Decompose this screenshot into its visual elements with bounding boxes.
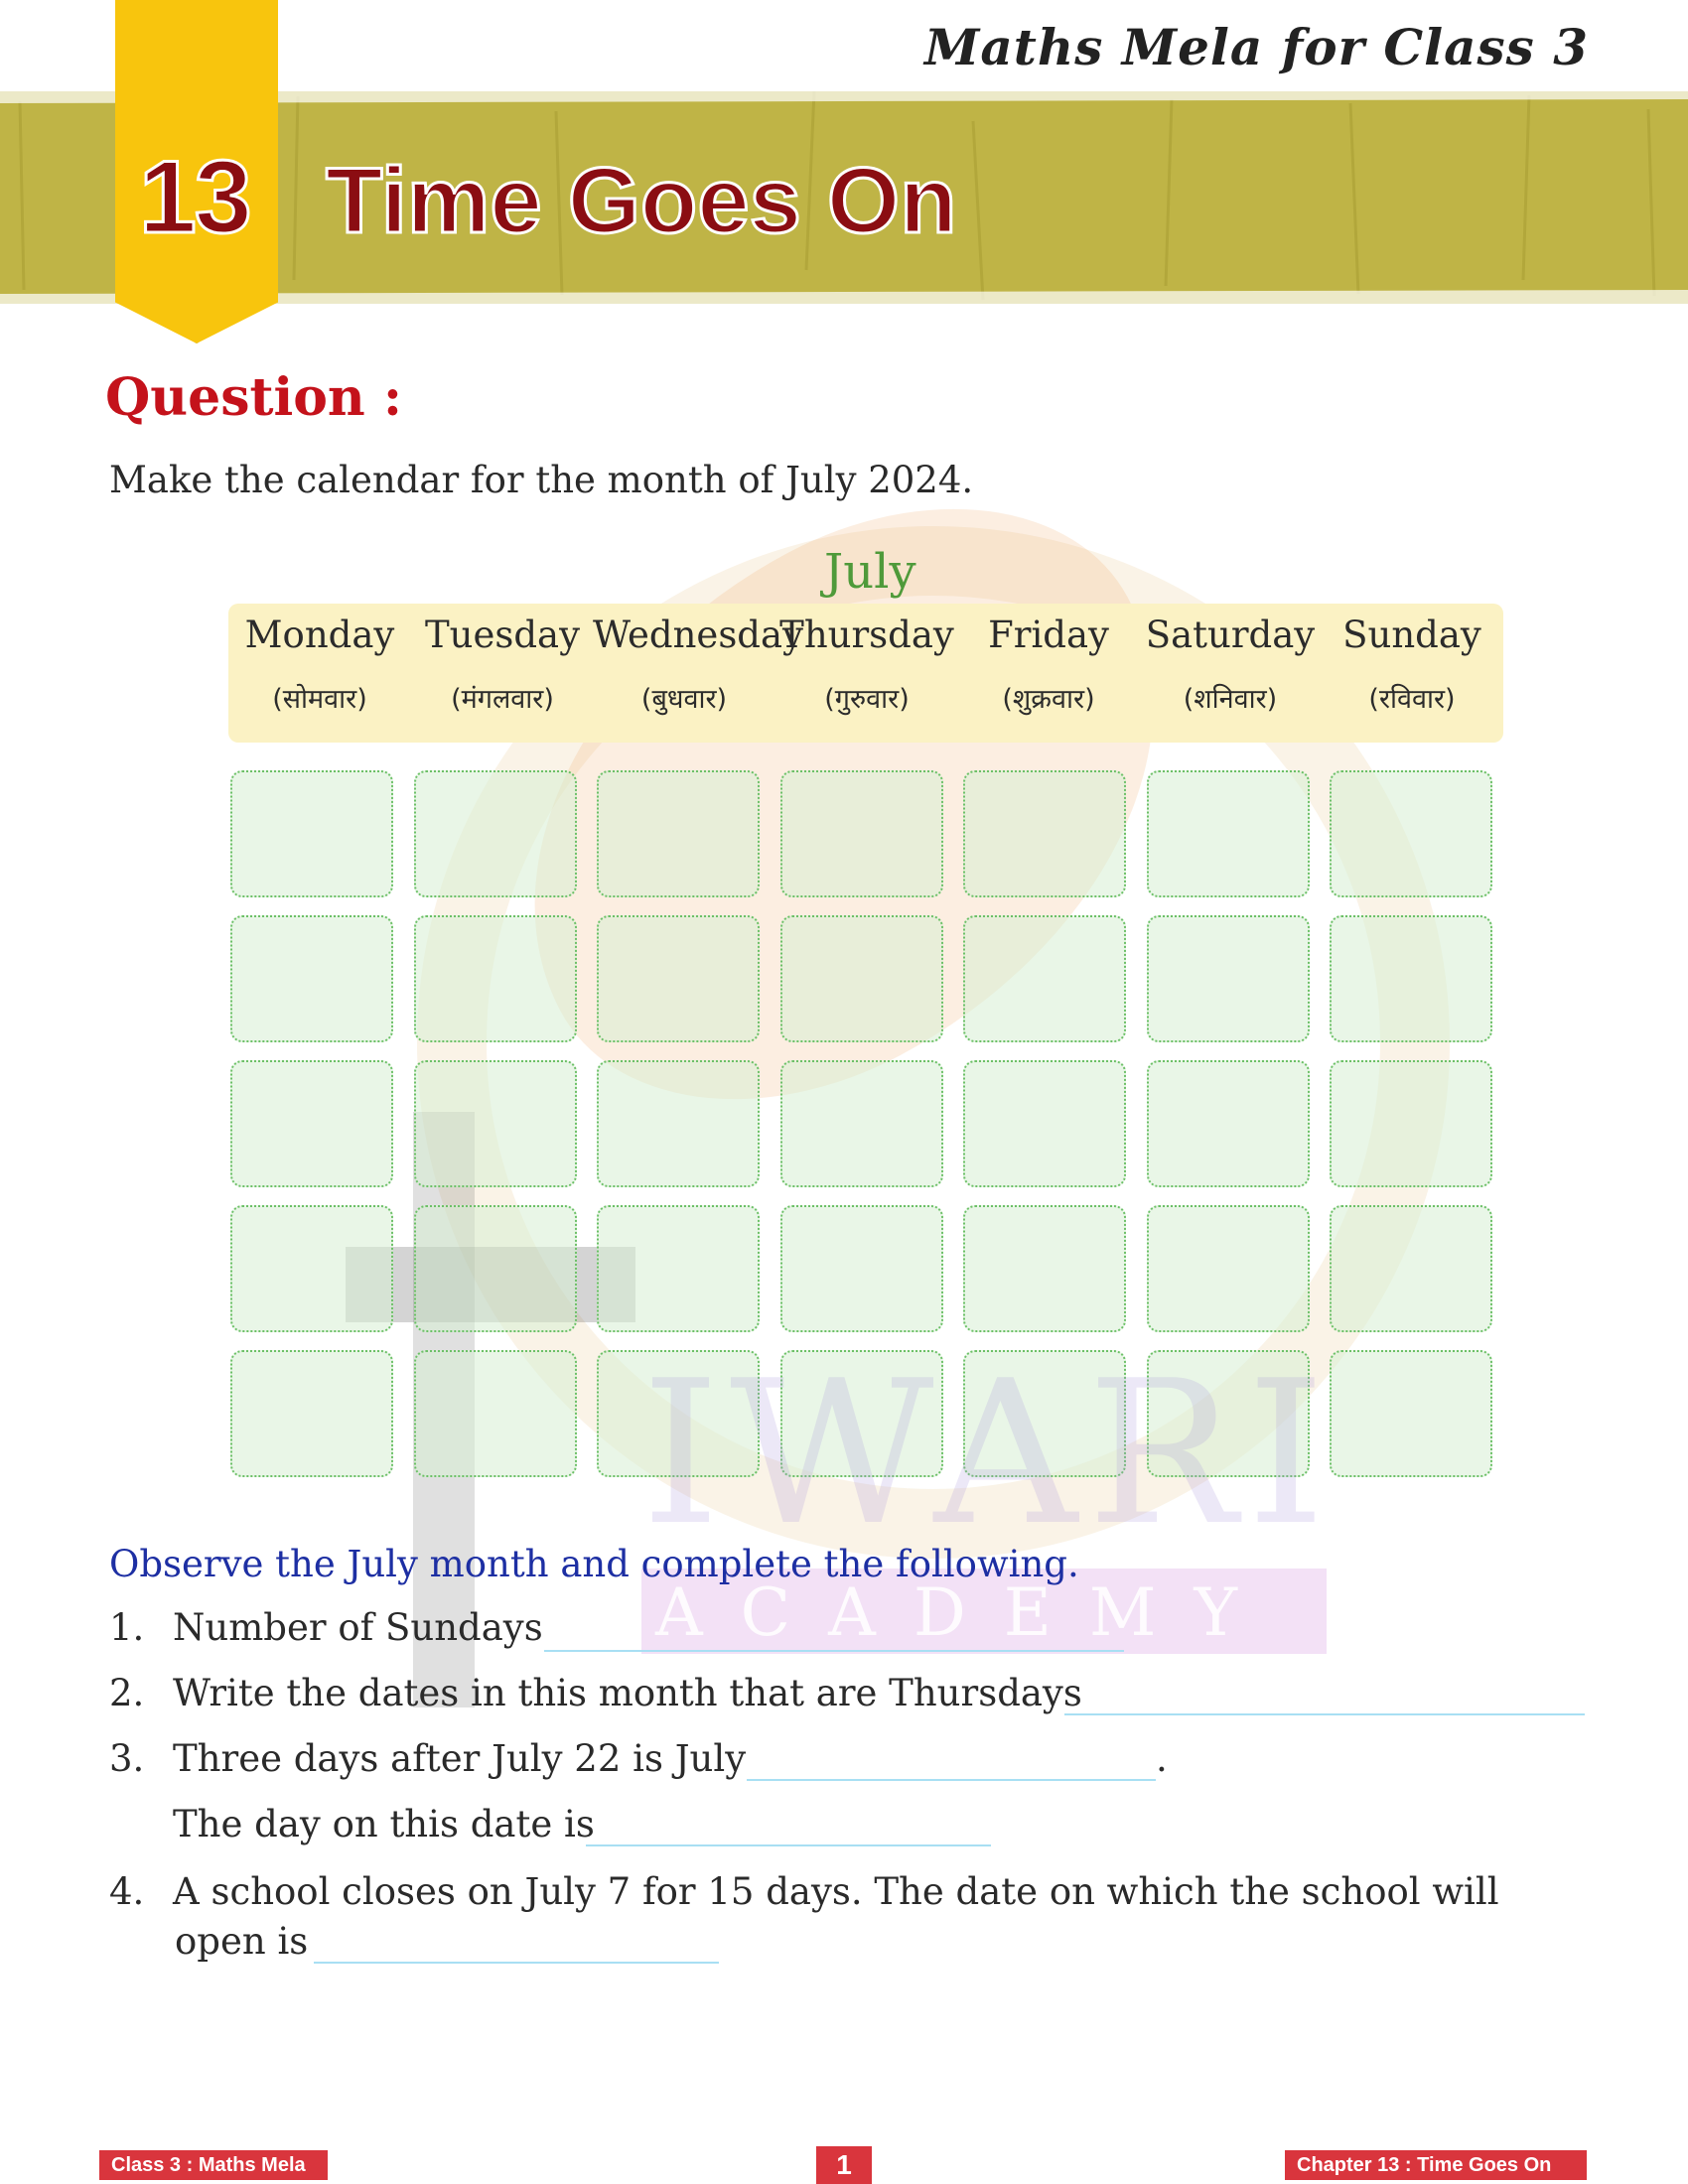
item-text: A school closes on July 7 for 15 days. The date on which the school will: [173, 1870, 1499, 1913]
footer-book-label: Class 3 : Maths Mela: [99, 2150, 328, 2180]
chapter-title: Time Goes On: [326, 148, 957, 252]
calendar-cell[interactable]: [230, 915, 393, 1042]
calendar-cell[interactable]: [414, 1060, 577, 1187]
calendar-header: [228, 604, 1503, 743]
calendar-cell[interactable]: [780, 1060, 943, 1187]
calendar-cell[interactable]: [1330, 915, 1492, 1042]
calendar-cell[interactable]: [597, 1205, 760, 1332]
day-name: Monday: [244, 614, 395, 656]
day-name: Wednesday: [593, 614, 803, 656]
day-name-hindi: (गुरुवार): [824, 684, 910, 715]
item-number: 3.: [109, 1737, 145, 1780]
watermark-subtext: ACADEMY: [655, 1574, 1276, 1651]
calendar-cell[interactable]: [963, 770, 1126, 897]
day-name: Thursday: [779, 614, 954, 656]
page-number: 1: [816, 2146, 872, 2184]
calendar-cell[interactable]: [230, 1205, 393, 1332]
day-name-hindi: (शनिवार): [1183, 684, 1278, 715]
day-header-thursday: [775, 604, 958, 743]
calendar-cell[interactable]: [963, 915, 1126, 1042]
day-name: Saturday: [1145, 614, 1316, 656]
day-header-tuesday: [411, 604, 594, 743]
calendar-cell[interactable]: [1330, 770, 1492, 897]
calendar-cell[interactable]: [780, 770, 943, 897]
item-text-continued: The day on this date is: [173, 1803, 595, 1845]
watermark-text: IWARI: [641, 1338, 1336, 1570]
calendar-cell[interactable]: [414, 1205, 577, 1332]
item-suffix: .: [1156, 1737, 1168, 1780]
day-header-saturday: [1139, 604, 1322, 743]
calendar-cell[interactable]: [1147, 1060, 1310, 1187]
calendar-cell[interactable]: [1147, 1205, 1310, 1332]
item-text-continued: open is: [175, 1920, 309, 1963]
answer-blank[interactable]: [1064, 1713, 1585, 1715]
calendar-cell[interactable]: [597, 1060, 760, 1187]
day-name-hindi: (रविवार): [1368, 684, 1456, 715]
exercise-instruction: Observe the July month and complete the following.: [109, 1543, 1079, 1585]
answer-blank[interactable]: [544, 1650, 1124, 1652]
item-number: 4.: [109, 1870, 145, 1913]
calendar-cell[interactable]: [414, 915, 577, 1042]
day-name: Friday: [988, 614, 1109, 656]
day-header-friday: [957, 604, 1140, 743]
item-text: Number of Sundays: [173, 1606, 543, 1649]
calendar-cell[interactable]: [1330, 1205, 1492, 1332]
calendar-cell[interactable]: [780, 915, 943, 1042]
item-number: 1.: [109, 1606, 145, 1649]
day-name: Sunday: [1342, 614, 1481, 656]
calendar-cell[interactable]: [963, 1205, 1126, 1332]
calendar-cell[interactable]: [597, 915, 760, 1042]
calendar-cell[interactable]: [230, 1060, 393, 1187]
question-heading: Question :: [105, 367, 403, 428]
item-text: Three days after July 22 is July: [173, 1737, 747, 1780]
day-header-sunday: [1321, 604, 1503, 743]
day-name-hindi: (सोमवार): [272, 684, 367, 715]
calendar-cell[interactable]: [414, 1350, 577, 1477]
footer-chapter-label: Chapter 13 : Time Goes On: [1285, 2150, 1587, 2180]
calendar-cell[interactable]: [230, 770, 393, 897]
question-text: Make the calendar for the month of July 2024.: [109, 459, 974, 501]
calendar-cell[interactable]: [780, 1205, 943, 1332]
answer-blank[interactable]: [747, 1779, 1156, 1781]
calendar-cell[interactable]: [1330, 1350, 1492, 1477]
calendar-cell[interactable]: [963, 1060, 1126, 1187]
day-header-monday: [228, 604, 411, 743]
calendar-cell[interactable]: [1147, 770, 1310, 897]
day-header-wednesday: [593, 604, 803, 743]
calendar-cell[interactable]: [597, 770, 760, 897]
answer-blank[interactable]: [314, 1962, 719, 1964]
calendar-cell[interactable]: [230, 1350, 393, 1477]
day-name-hindi: (बुधवार): [640, 684, 728, 715]
calendar-cell[interactable]: [414, 770, 577, 897]
calendar-cell[interactable]: [1330, 1060, 1492, 1187]
day-name-hindi: (मंगलवार): [451, 684, 554, 715]
day-name: Tuesday: [424, 614, 581, 656]
series-title: Maths Mela for Class 3: [924, 18, 1589, 76]
day-name-hindi: (शुक्रवार): [1002, 684, 1095, 715]
calendar-cell[interactable]: [1147, 915, 1310, 1042]
calendar-month-title: July: [824, 544, 916, 600]
answer-blank[interactable]: [586, 1844, 991, 1846]
item-number: 2.: [109, 1672, 145, 1714]
chapter-number: 13: [139, 140, 250, 255]
item-text: Write the dates in this month that are Thursdays: [173, 1672, 1082, 1714]
